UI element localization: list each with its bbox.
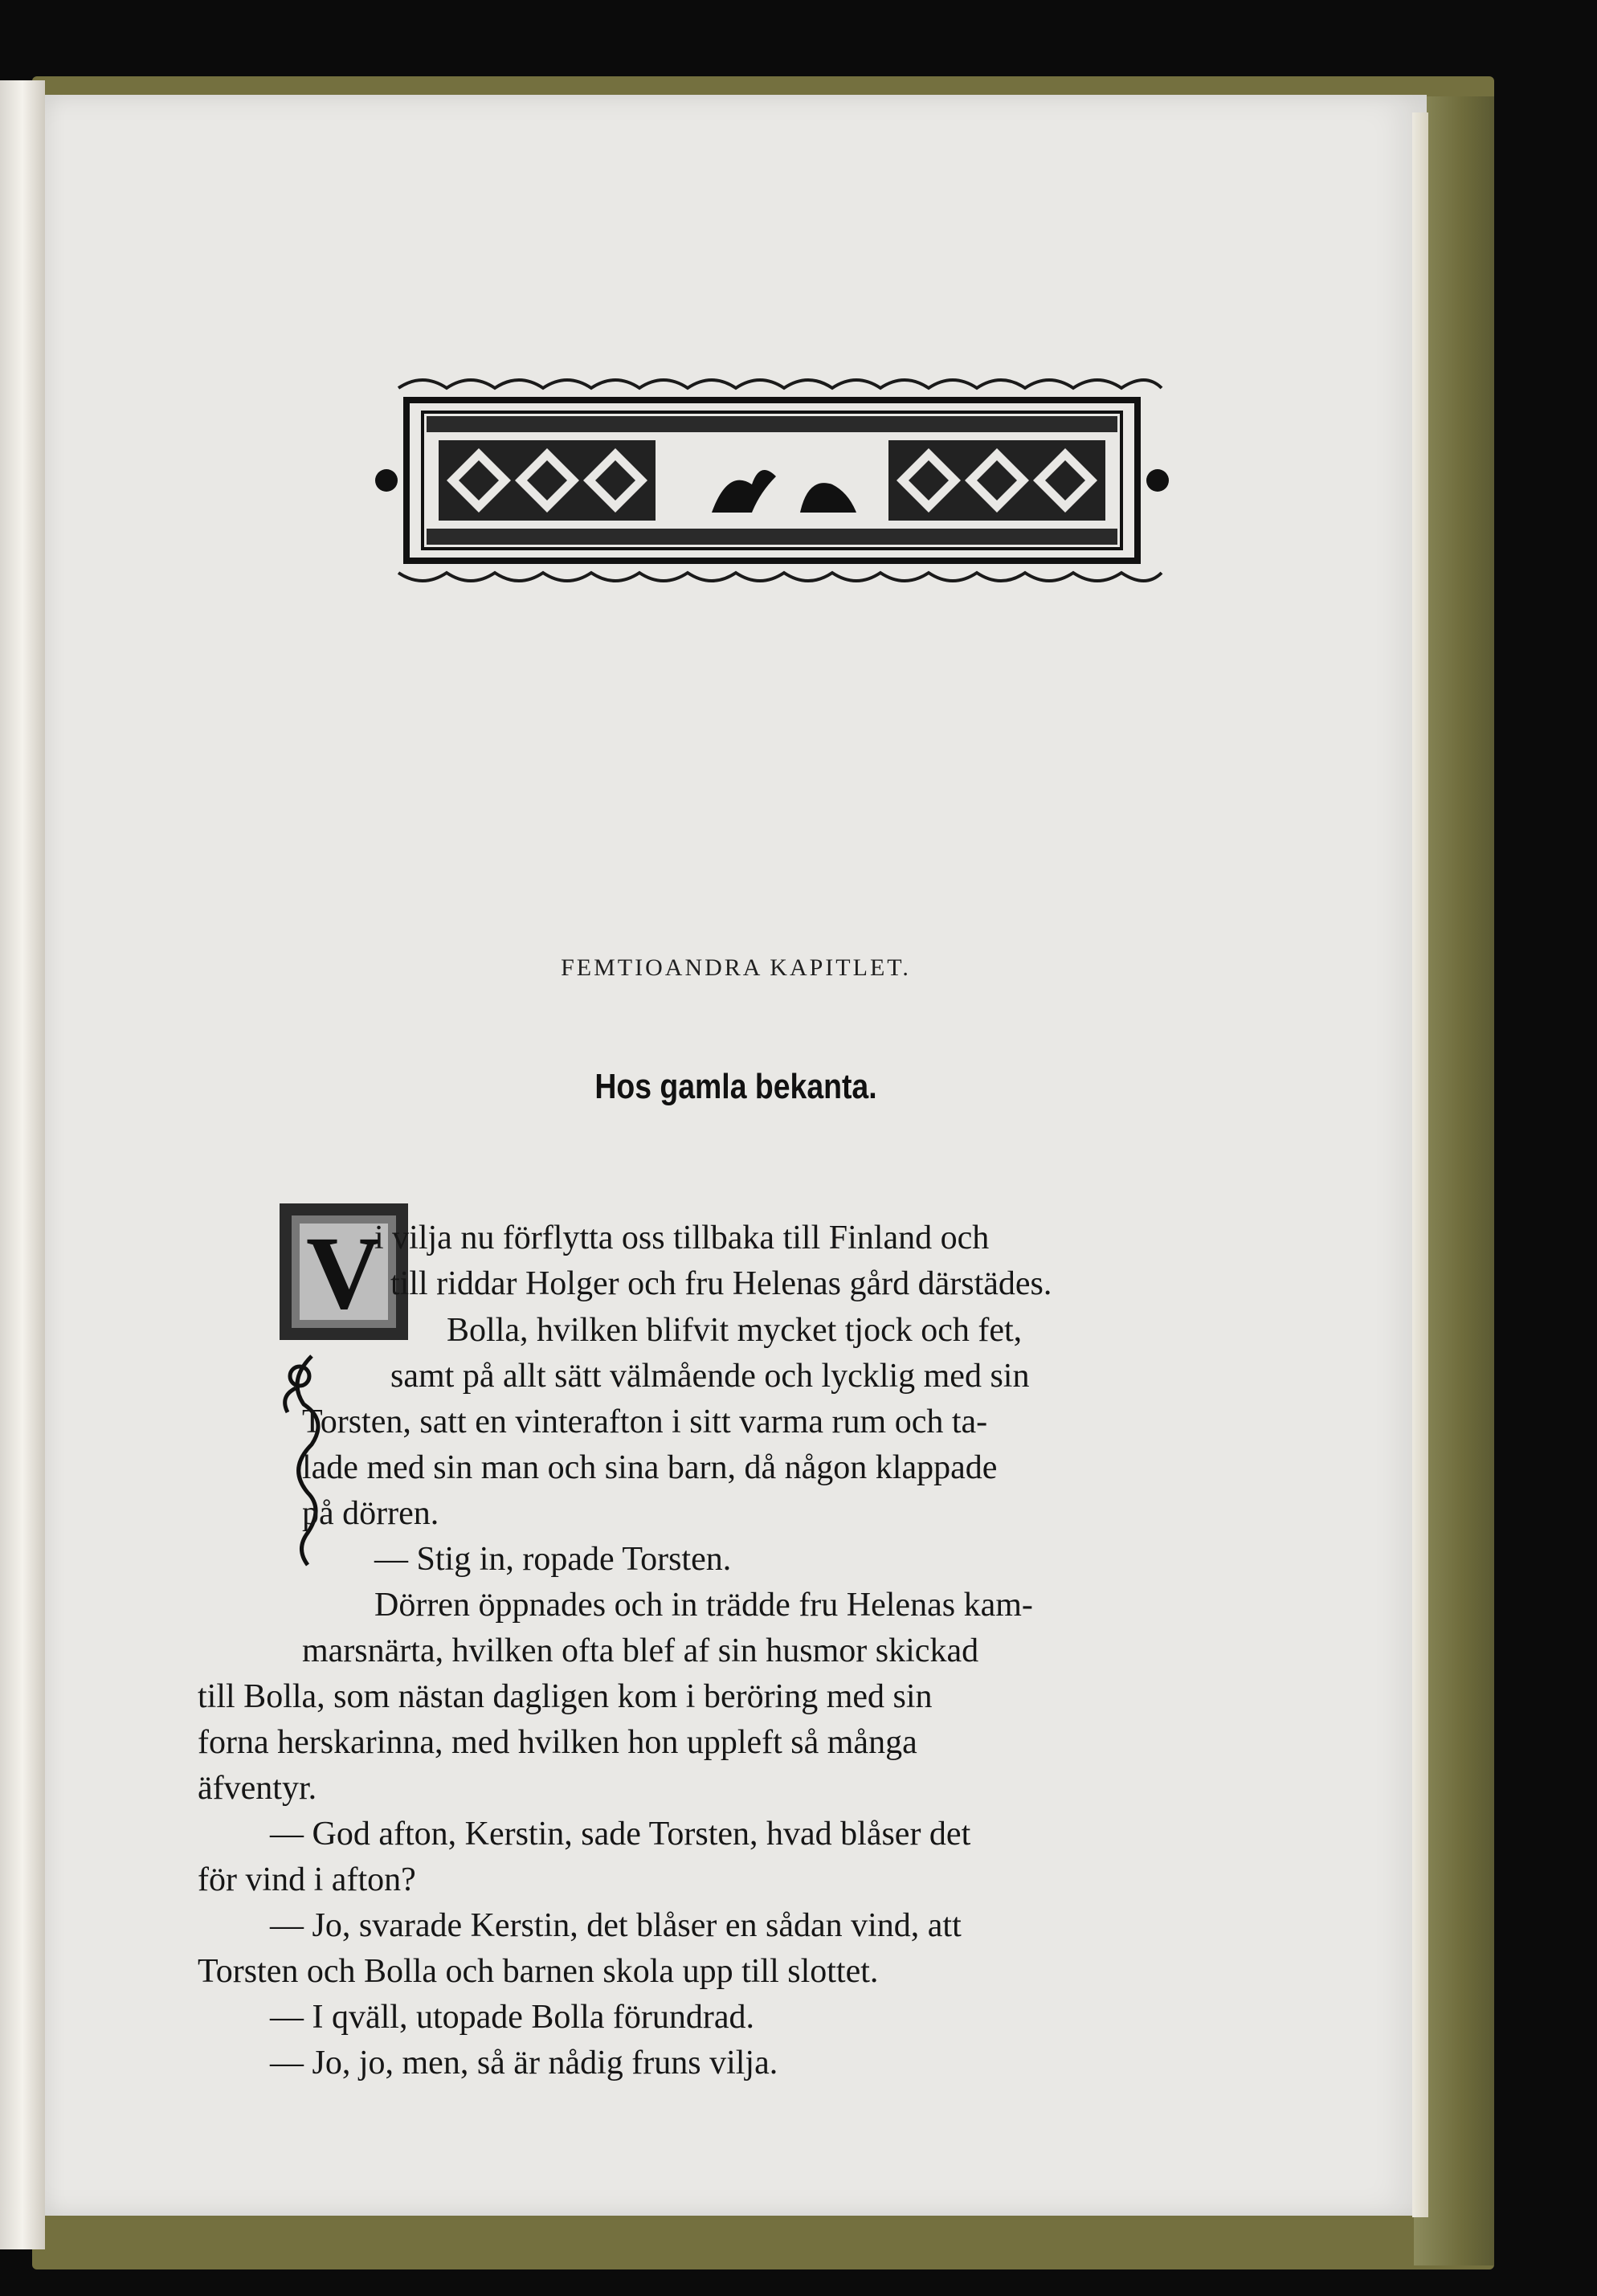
text-line: för vind i afton?	[198, 1861, 416, 1898]
text-line: äfventyr.	[198, 1770, 317, 1807]
chapter-heading: FEMTIOANDRA KAPITLET.	[561, 954, 911, 981]
ornamental-headpiece	[374, 372, 1170, 589]
text-line: Dörren öppnades och in trädde fru Helenas kam-	[374, 1587, 1033, 1624]
text-line: samt på allt sätt välmående och lycklig med sin	[390, 1358, 1030, 1395]
text-line: — God afton, Kerstin, sade Torsten, hvad blåser det	[270, 1816, 971, 1853]
text-line: — Jo, svarade Kerstin, det blåser en sådan vind, att	[270, 1907, 962, 1944]
text-line: forna herskarinna, med hvilken hon uppleft så många	[198, 1724, 917, 1761]
text-line: till riddar Holger och fru Helenas gård därstädes.	[390, 1265, 1052, 1302]
text-line: Torsten, satt en vinterafton i sitt varma rum och ta-	[302, 1403, 988, 1440]
chapter-title: Hos gamla bekanta.	[594, 1067, 877, 1106]
text-line: i vilja nu förflytta oss tillbaka till Finland och	[374, 1219, 990, 1256]
text-line: Bolla, hvilken blifvit mycket tjock och fet,	[447, 1312, 1023, 1349]
text-line: — Jo, jo, men, så är nådig fruns vilja.	[270, 2045, 778, 2082]
text-line: till Bolla, som nästan dagligen kom i beröring med sin	[198, 1678, 933, 1715]
text-line: marsnärta, hvilken ofta blef af sin husmor skickad	[302, 1632, 979, 1669]
text-line: — I qväll, utopade Bolla förundrad.	[270, 1999, 755, 2036]
left-page-edges	[0, 80, 45, 2249]
page-right-edge	[1412, 112, 1428, 2217]
text-line: på dörren.	[302, 1495, 439, 1532]
text-line: lade med sin man och sina barn, då någon klappade	[302, 1449, 998, 1486]
text-line: Torsten och Bolla och barnen skola upp till slottet.	[198, 1953, 879, 1990]
book-page	[45, 95, 1427, 2216]
drop-cap-letter: V	[306, 1215, 382, 1331]
text-line: — Stig in, ropade Torsten.	[374, 1541, 732, 1578]
